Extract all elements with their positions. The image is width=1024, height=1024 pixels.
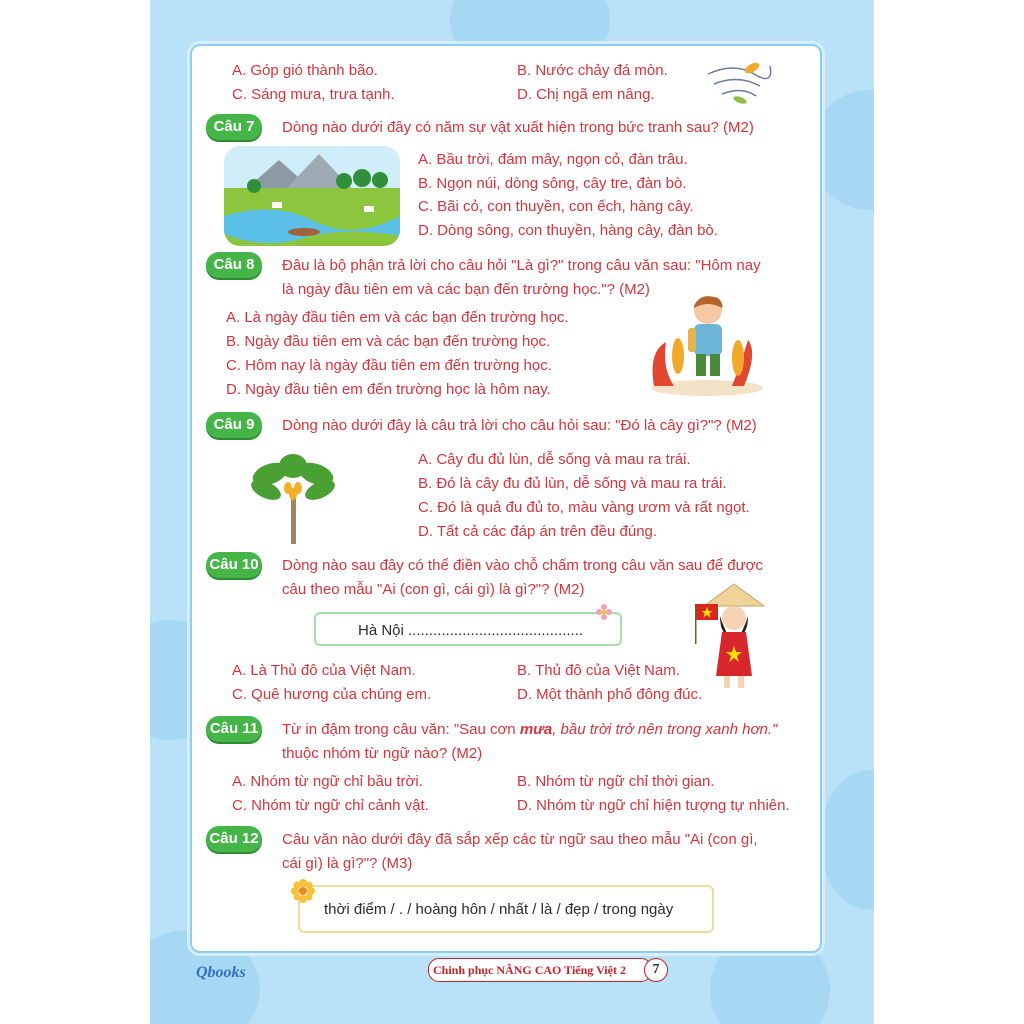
question-12-line2: cái gì) là gì?"? (M3)	[282, 855, 413, 872]
question-label-8: Câu 8	[206, 252, 262, 278]
flower-icon	[290, 878, 316, 904]
q11-option-d[interactable]: D. Nhóm từ ngữ chỉ hiện tượng tự nhiên.	[517, 797, 790, 814]
q6-option-b[interactable]: B. Nước chảy đá mòn.	[517, 62, 668, 79]
bg-bubble	[820, 770, 874, 910]
landscape-illustration	[224, 146, 400, 246]
question-11-line2: thuộc nhóm từ ngữ nào? (M2)	[282, 745, 483, 762]
question-8-line2: là ngày đầu tiên em và các bạn đến trường học."? (M2)	[282, 281, 650, 298]
girl-with-flag-illustration	[692, 582, 784, 694]
question-label-9: Câu 9	[206, 412, 262, 438]
page-number: 7	[644, 958, 668, 982]
schoolboy-illustration	[648, 292, 766, 396]
footer-title: Chinh phục NÂNG CAO Tiếng Việt 2	[433, 963, 626, 977]
question-8-line1: Đâu là bộ phận trả lời cho câu hỏi "Là gì?" trong câu văn sau: "Hôm nay	[282, 257, 761, 274]
q9-option-b[interactable]: B. Đó là cây đu đủ lùn, dễ sống và mau ra trái.	[418, 475, 727, 492]
q11-option-c[interactable]: C. Nhóm từ ngữ chỉ cảnh vật.	[232, 797, 429, 814]
q6-option-c[interactable]: C. Sáng mưa, trưa tạnh.	[232, 86, 395, 103]
q8-option-c[interactable]: C. Hôm nay là ngày đầu tiên em đến trường học.	[226, 357, 552, 374]
q10-option-a[interactable]: A. Là Thủ đô của Việt Nam.	[232, 662, 416, 679]
q6-option-a[interactable]: A. Góp gió thành bão.	[232, 62, 378, 79]
publisher-logo: Qbooks	[196, 964, 246, 981]
q11-option-a[interactable]: A. Nhóm từ ngữ chỉ bầu trời.	[232, 773, 423, 790]
q8-option-d[interactable]: D. Ngày đầu tiên em đến trường học là hôm nay.	[226, 381, 551, 398]
question-11-line1: Từ in đậm trong câu văn: "Sau cơn mưa, bầu trời trở nên trong xanh hơn."	[282, 721, 778, 738]
word-order-text: thời điểm / . / hoàng hôn / nhất / là / đẹp / trong ngày	[324, 901, 674, 918]
question-label-10: Câu 10	[206, 552, 262, 578]
wind-leaf-decoration	[704, 52, 774, 108]
q7-option-a[interactable]: A. Bầu trời, đám mây, ngọn cỏ, đàn trâu.	[418, 151, 688, 168]
bold-word: mưa	[519, 721, 553, 738]
question-7-text: Dòng nào dưới đây có năm sự vật xuất hiện trong bức tranh sau? (M2)	[282, 119, 754, 136]
papaya-tree-illustration	[248, 444, 338, 544]
q10-option-c[interactable]: C. Quê hương của chúng em.	[232, 686, 432, 703]
q7-option-b[interactable]: B. Ngọn núi, dòng sông, cây tre, đàn bò.	[418, 175, 687, 192]
question-label-12: Câu 12	[206, 826, 262, 852]
q6-option-d[interactable]: D. Chị ngã em nâng.	[517, 86, 655, 103]
q11-option-b[interactable]: B. Nhóm từ ngữ chỉ thời gian.	[517, 773, 715, 790]
question-10-line1: Dòng nào sau đây có thể điền vào chỗ chấm trong câu văn sau để được	[282, 557, 764, 574]
q10-option-b[interactable]: B. Thủ đô của Việt Nam.	[517, 662, 680, 679]
q7-option-d[interactable]: D. Dòng sông, con thuyền, hàng cây, đàn bò.	[418, 222, 718, 239]
q9-option-c[interactable]: C. Đó là quả đu đủ to, màu vàng ươm và rất ngọt.	[418, 499, 750, 516]
flower-icon	[596, 604, 612, 620]
q8-option-a[interactable]: A. Là ngày đầu tiên em và các bạn đến trường học.	[226, 309, 569, 326]
question-label-11: Câu 11	[206, 716, 262, 742]
q9-option-d[interactable]: D. Tất cả các đáp án trên đều đúng.	[418, 523, 658, 540]
fill-blank-sentence: Hà Nội ..........................................	[358, 622, 584, 639]
q10-option-d[interactable]: D. Một thành phố đông đúc.	[517, 686, 703, 703]
question-label-7: Câu 7	[206, 114, 262, 140]
q9-option-a[interactable]: A. Cây đu đủ lùn, dễ sống và mau ra trái.	[418, 451, 691, 468]
question-9-text: Dòng nào dưới đây là câu trả lời cho câu hỏi sau: "Đó là cây gì?"? (M2)	[282, 417, 757, 434]
question-10-line2: câu theo mẫu "Ai (con gì, cái gì) là gì?"? (M2)	[282, 581, 585, 598]
q8-option-b[interactable]: B. Ngày đầu tiên em và các bạn đến trường học.	[226, 333, 551, 350]
q7-option-c[interactable]: C. Bãi cỏ, con thuyền, con ếch, hàng cây.	[418, 198, 694, 215]
question-12-line1: Câu văn nào dưới đây đã sắp xếp các từ ngữ sau theo mẫu "Ai (con gì,	[282, 831, 758, 848]
